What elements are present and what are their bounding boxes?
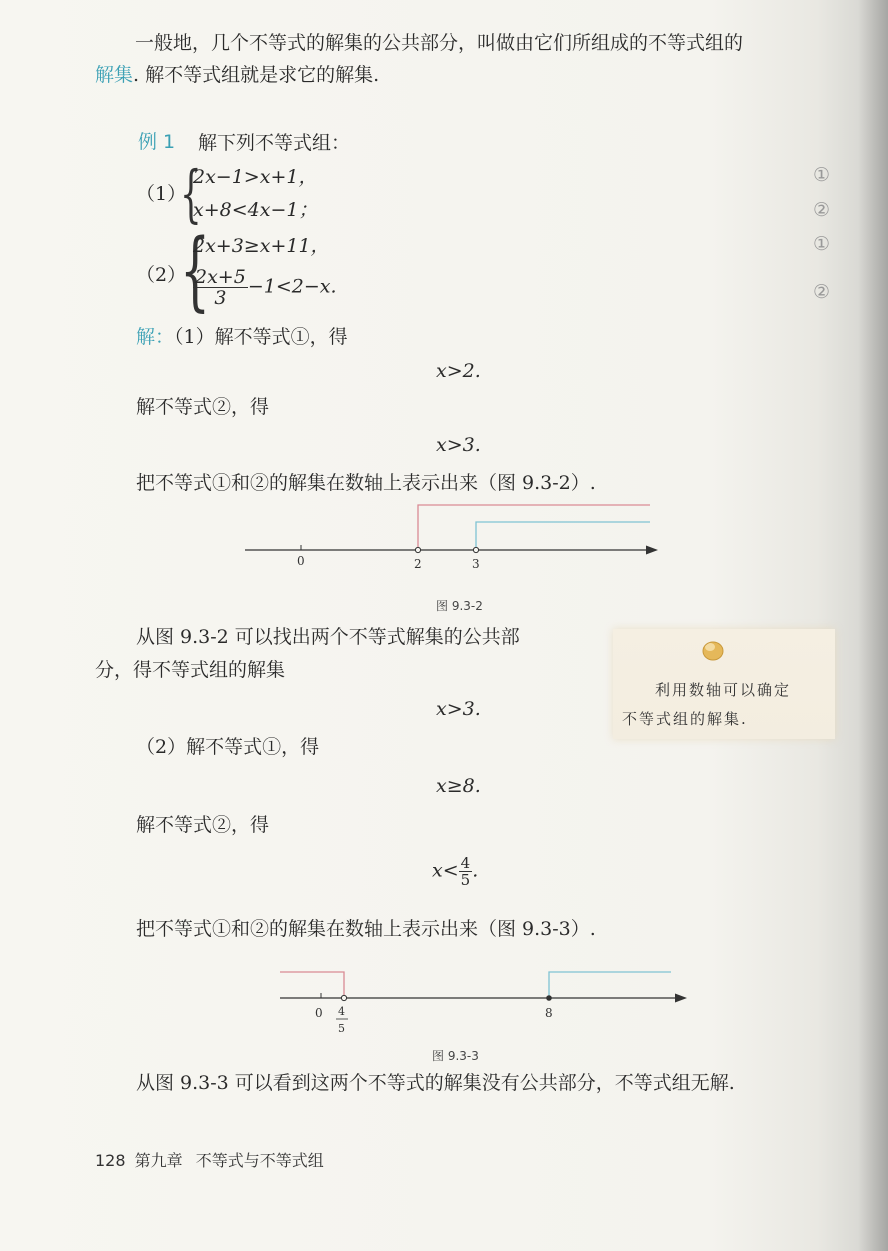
part2-eq2-rest: −1<2−x. [247,275,337,298]
tick-0-fig2: 0 [315,1006,323,1020]
tick-3: 3 [472,557,480,571]
part2-label: （2） [136,264,187,286]
solution-step7: 把不等式①和②的解集在数轴上表示出来（图 9.3-3）. [136,918,596,940]
page-footer [95,1148,324,1171]
pin-icon [699,635,729,663]
solution-ray-x-lt-4-5 [280,972,344,998]
closed-point-8 [546,995,552,1001]
number-line-figure-1 [240,495,670,575]
part1-eq1: 2x−1>x+1， [193,166,318,188]
solution-step8: 从图 9.3-3 可以看到这两个不等式的解集没有公共部分，不等式组无解. [136,1072,735,1094]
chapter-label: 第九章 [134,1151,183,1170]
figure-caption-9-3-3: 图 9.3-3 [432,1049,479,1063]
result-x-ge-8: x≥8. [436,775,481,797]
note-line2: 不等式组的解集. [622,710,748,728]
tick-0: 0 [297,554,305,568]
part1-brace: { [180,157,202,230]
solution-step4b: 分，得不等式组的解集 [95,659,286,681]
solution-line1: 解：（1）解不等式①，得 [136,326,348,348]
axis-arrow-2 [675,994,687,1003]
solution-step6: 解不等式②，得 [136,814,270,836]
page-edge-shadow [858,0,888,1251]
marker-2: ② [813,199,831,221]
result-x-gt-3-final: x>3. [436,698,481,720]
marker-2b: ② [813,281,831,303]
open-point-2 [415,547,420,552]
part2-eq2 [193,267,337,308]
part1-label: （1） [136,183,187,205]
term-solution-set: 解集 [95,64,134,86]
figure-caption-9-3-2: 图 9.3-2 [436,599,483,613]
part2-eq2-denominator: 3 [214,287,227,309]
part2-eq1: 2x+3≥x+11， [193,235,330,257]
open-point-3 [473,547,478,552]
solution-step3: 把不等式①和②的解集在数轴上表示出来（图 9.3-2）. [136,472,596,494]
tick-2: 2 [414,557,422,571]
solution-ray-x-gt-3 [476,522,650,550]
solution-step2: 解不等式②，得 [136,396,270,418]
intro-line2 [95,62,379,88]
solution-label: 解 [136,326,156,348]
intro-line2-rest: . 解不等式组就是求它的解集. [133,64,380,86]
open-point-4-5 [341,995,346,1000]
intro-line1: 一般地，几个不等式的解集的公共部分，叫做由它们所组成的不等式组的 [135,32,744,54]
result-x-gt-2: x>2. [436,360,481,382]
tick-8: 8 [545,1006,553,1020]
result-x-lt-4-5: x< $\frac{4}{5}$ . [432,854,479,889]
solution-ray-x-gt-2 [418,505,650,550]
marker-1b: ① [813,233,831,255]
solution-step4a: 从图 9.3-2 可以找出两个不等式解集的公共部 [136,626,520,648]
marker-1: ① [813,164,831,186]
part2-eq2-numerator: 2x+5 [195,266,246,288]
result-x-gt-3: x>3. [436,434,481,456]
page-number: 128 [95,1151,126,1170]
solution-step5: （2）解不等式①，得 [136,736,320,758]
chapter-title: 不等式与不等式组 [195,1151,324,1170]
part2-brace: { [180,221,211,321]
example-label: 例 1 [138,131,176,153]
tick-frac-den: 5 [338,1022,345,1035]
note-line1: 利用数轴可以确定 [655,681,792,699]
number-line-figure-2 [275,962,695,1042]
tick-frac-num: 4 [338,1005,345,1018]
solution-step1: （1）解不等式①，得 [174,326,348,348]
example-title: 解下列不等式组： [198,132,351,154]
part1-eq2: x+8<4x−1； [193,199,318,221]
axis-arrow [646,546,658,555]
solution-ray-x-ge-8 [549,972,671,998]
